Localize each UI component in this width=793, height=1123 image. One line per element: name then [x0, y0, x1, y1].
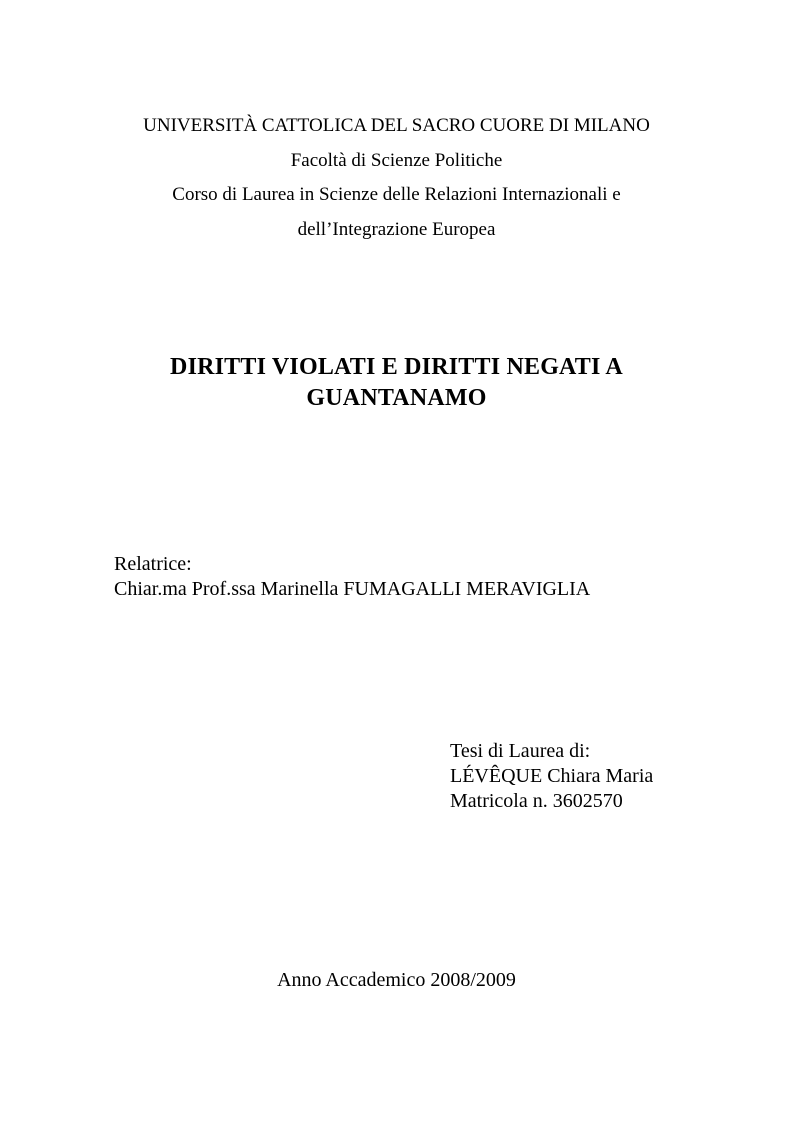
course-name-line-2: dell’Integrazione Europea [297, 219, 496, 240]
supervisor-name: Chiar.ma Prof.ssa Marinella FUMAGALLI MERAVIGLIA [114, 578, 591, 600]
academic-year: Anno Accademico 2008/2009 [277, 969, 516, 991]
university-name: UNIVERSITÀ CATTOLICA DEL SACRO CUORE DI MILANO [143, 115, 650, 136]
candidate-label: Tesi di Laurea di: [450, 740, 591, 762]
thesis-title-line-2: GUANTANAMO [306, 385, 487, 411]
candidate-name: LÉVÊQUE Chiara Maria [450, 765, 654, 787]
faculty-name: Facoltà di Scienze Politiche [290, 150, 503, 171]
student-id: Matricola n. 3602570 [450, 790, 623, 812]
supervisor-label: Relatrice: [114, 553, 192, 575]
thesis-title-line-1: DIRITTI VIOLATI E DIRITTI NEGATI A [170, 354, 623, 380]
course-name-line-1: Corso di Laurea in Scienze delle Relazioni Internazionali e [172, 184, 621, 205]
